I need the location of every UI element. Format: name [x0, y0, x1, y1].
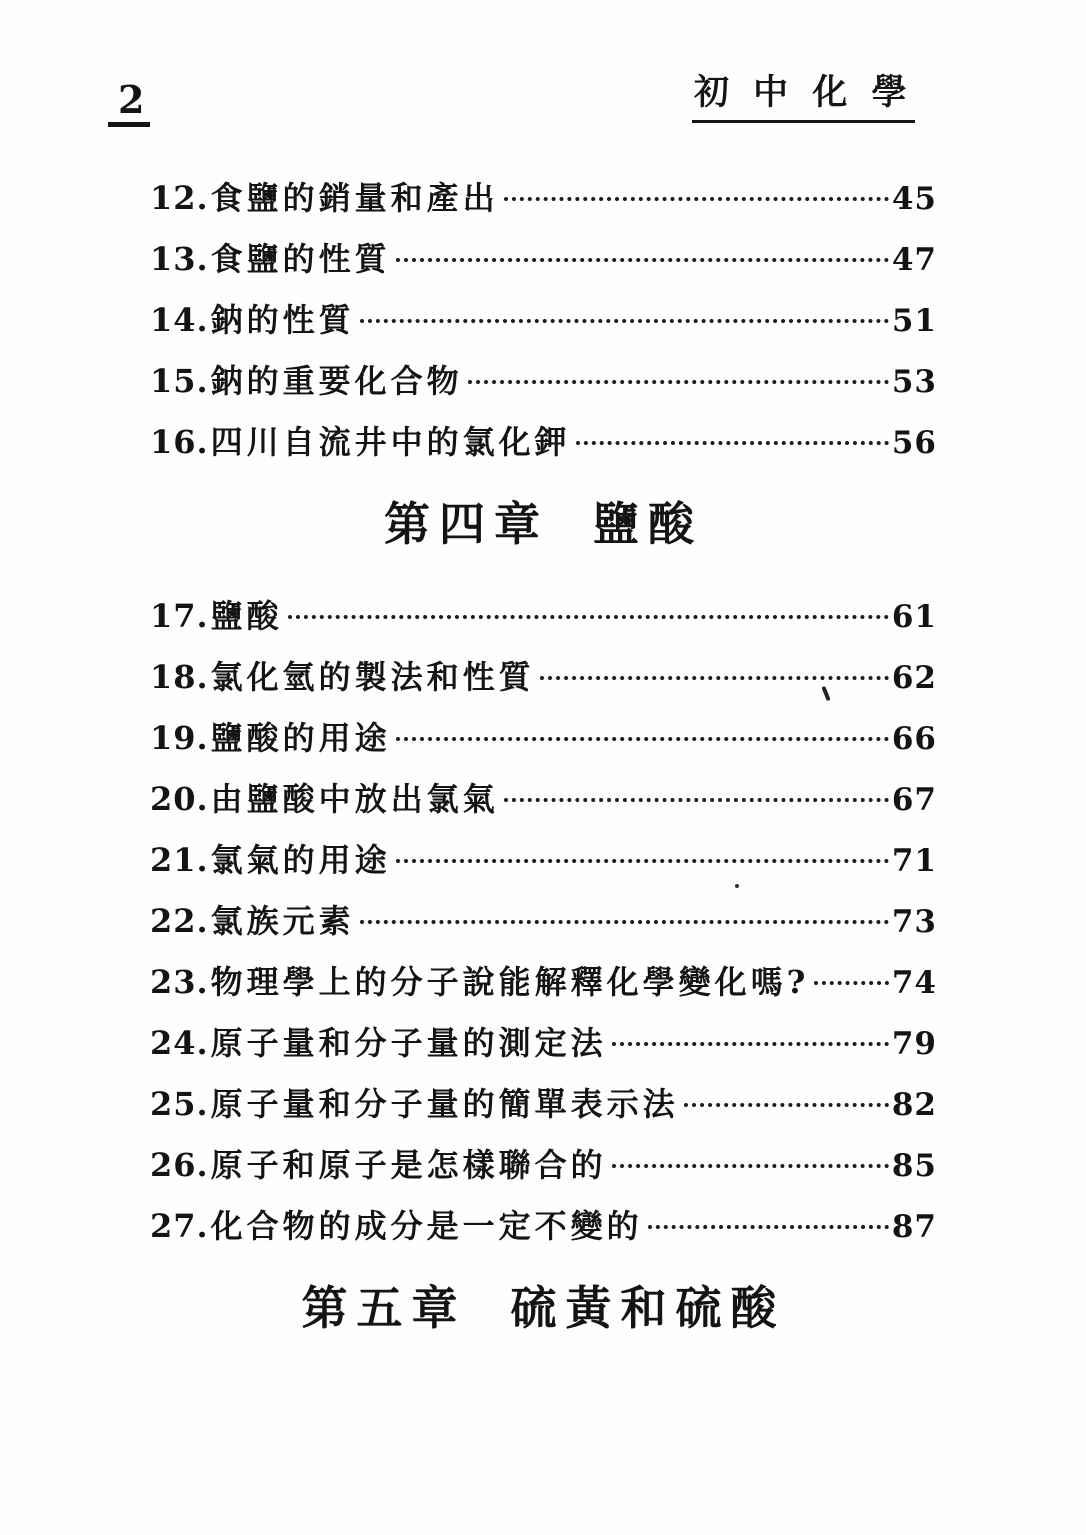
toc-entry: [150, 1129, 937, 1190]
dot-leader: [504, 197, 889, 201]
toc-entry-page: 87: [891, 1208, 937, 1245]
toc-entry-page: 71: [891, 842, 937, 879]
page-number: 2: [108, 78, 150, 127]
toc-entry-title: 鹽酸的用途: [210, 718, 391, 757]
dot-leader: [396, 258, 889, 262]
toc-entry-label: [150, 300, 355, 339]
dot-leader: [396, 859, 889, 863]
toc-entry-page: 74: [891, 964, 937, 1001]
chapter-heading: [150, 1272, 937, 1344]
toc-entry: [150, 946, 937, 1007]
dot-leader: [504, 798, 889, 802]
toc-entry-label: [150, 840, 391, 879]
toc-entry-label: [150, 901, 355, 940]
toc-entry: [150, 763, 937, 824]
book-title: 初 中 化 學: [692, 74, 915, 123]
toc-entry: [150, 1068, 937, 1129]
toc-entry: [150, 885, 937, 946]
toc-entry: [150, 223, 937, 284]
toc-entry-label: [150, 718, 391, 757]
toc-entry-number: 16.: [150, 422, 209, 461]
toc-entry-title: 鹽酸: [210, 596, 283, 635]
dot-leader: [468, 380, 889, 384]
toc-entry-label: [150, 422, 571, 461]
chapter-number: 第五章: [301, 1281, 467, 1335]
toc-entry-page: 67: [891, 781, 937, 818]
toc-entry-page: 53: [891, 363, 937, 400]
toc-entry-label: [150, 779, 499, 818]
toc-entry-title: 原子量和分子量的簡單表示法: [210, 1084, 679, 1123]
dot-leader: [612, 1164, 889, 1168]
toc-entry-title: 四川自流井中的氯化鉀: [210, 422, 571, 461]
dot-leader: [612, 1042, 889, 1046]
toc-entry-number: 19.: [150, 718, 209, 757]
chapter-title: 硫黃和硫酸: [510, 1281, 786, 1335]
toc-entry-number: 14.: [150, 300, 209, 339]
toc-entry-title: 食鹽的銷量和產出: [210, 178, 499, 217]
dot-leader: [814, 981, 888, 985]
toc-entry-title: 物理學上的分子說能解釋化學變化嗎?: [210, 962, 810, 1001]
toc-entry-label: [150, 178, 499, 217]
toc-entry-number: 13.: [150, 239, 209, 278]
dot-leader: [576, 441, 889, 445]
dot-leader: [288, 615, 889, 619]
toc-entry: [150, 284, 937, 345]
chapter-heading: [150, 488, 937, 560]
toc-entry-number: 20.: [150, 779, 209, 818]
toc-entry-label: [150, 361, 463, 400]
toc-entry: [150, 1007, 937, 1068]
toc-entry-page: 51: [891, 302, 937, 339]
toc-entry-label: [150, 596, 283, 635]
toc-entry-page: 61: [891, 598, 937, 635]
toc-entry-page: 47: [891, 241, 937, 278]
toc-entry-number: 12.: [150, 178, 209, 217]
toc-entry-title: 鈉的重要化合物: [210, 361, 463, 400]
toc-entry-page: 56: [891, 424, 937, 461]
toc-entry-label: [150, 1084, 679, 1123]
toc-entry-number: 27.: [150, 1206, 209, 1245]
toc-entry-title: 原子和原子是怎樣聯合的: [210, 1145, 607, 1184]
toc-entry: [150, 641, 937, 702]
dot-leader: [540, 676, 889, 680]
table-of-contents: [150, 162, 937, 1364]
dot-leader: [684, 1103, 889, 1107]
scan-artifact-dot: [735, 884, 739, 888]
toc-entry-number: 23.: [150, 962, 209, 1001]
dot-leader: [648, 1225, 889, 1229]
toc-entry-number: 24.: [150, 1023, 209, 1062]
toc-entry-number: 21.: [150, 840, 209, 879]
toc-entry-page: 62: [891, 659, 937, 696]
toc-entry-number: 15.: [150, 361, 209, 400]
toc-entry-label: [150, 1023, 607, 1062]
toc-entry-number: 22.: [150, 901, 209, 940]
toc-entry: [150, 345, 937, 406]
toc-entry: [150, 580, 937, 641]
toc-entry: [150, 406, 937, 467]
chapter-title: 鹽酸: [593, 497, 703, 551]
toc-entry-title: 氯族元素: [210, 901, 355, 940]
toc-entry-label: [150, 1145, 607, 1184]
dot-leader: [360, 319, 889, 323]
toc-entry: [150, 824, 937, 885]
toc-entry-page: 82: [891, 1086, 937, 1123]
toc-entry-title: 氯化氫的製法和性質: [210, 657, 535, 696]
dot-leader: [396, 737, 889, 741]
toc-entry-title: 化合物的成分是一定不變的: [210, 1206, 643, 1245]
toc-entry-number: 17.: [150, 596, 209, 635]
toc-entry-page: 73: [891, 903, 937, 940]
toc-entry-label: [150, 239, 391, 278]
toc-entry-title: 由鹽酸中放出氯氣: [210, 779, 499, 818]
toc-entry-title: 鈉的性質: [210, 300, 355, 339]
toc-entry: [150, 702, 937, 763]
toc-entry-page: 66: [891, 720, 937, 757]
toc-entry-title: 食鹽的性質: [210, 239, 391, 278]
toc-entry-page: 79: [891, 1025, 937, 1062]
toc-entry-number: 25.: [150, 1084, 209, 1123]
toc-entry-title: 原子量和分子量的測定法: [210, 1023, 607, 1062]
toc-entry-label: [150, 962, 810, 1001]
toc-entry-label: [150, 657, 535, 696]
chapter-number: 第四章: [384, 497, 549, 551]
dot-leader: [360, 920, 889, 924]
toc-entry-page: 85: [891, 1147, 937, 1184]
toc-entry-number: 26.: [150, 1145, 209, 1184]
toc-entry-label: [150, 1206, 643, 1245]
toc-entry-page: 45: [891, 180, 937, 217]
toc-entry: [150, 1190, 937, 1251]
toc-entry-title: 氯氣的用途: [210, 840, 391, 879]
toc-entry-number: 18.: [150, 657, 209, 696]
toc-entry: [150, 162, 937, 223]
